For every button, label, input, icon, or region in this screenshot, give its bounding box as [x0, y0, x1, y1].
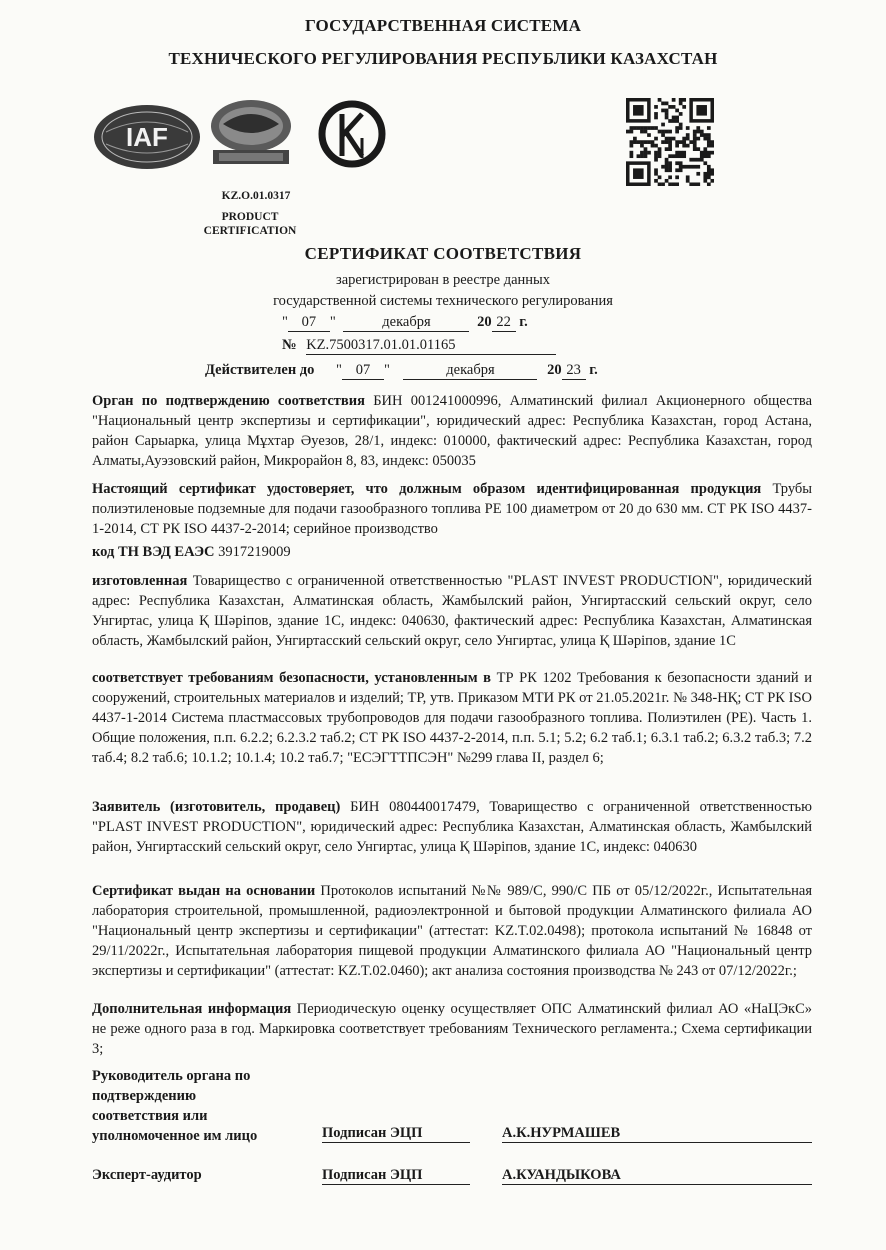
applicant-text: БИН 080440017479, Товарищество с ограниченной ответственностью "PLAST INVEST PRODUCTION", юридический адрес: Республика Казахстан, Алматинская область, Жамбылский район, Унгиртасский сельский округ, село Унгиртас, улица Қ Шәріпов, здание 1С, индекс: 040630 [92, 799, 813, 855]
product-label: Настоящий сертификат удостоверяет, что должным образом идентифицированная продукция [92, 481, 762, 497]
registered-line2: государственной системы технического регулирования [273, 293, 613, 309]
expert-signed: Подписан ЭЦП [322, 1167, 470, 1185]
applicant-paragraph [92, 797, 812, 857]
iaf-logo-text: IAF [126, 122, 168, 152]
valid-until-row: Действителен до " 07 " декабря 20 23 г. [205, 362, 598, 378]
product-text: Трубы полиэтиленовые подземные для подачи газообразного топлива РЕ 100 диаметром от 20 до 630 мм. СТ РК ISO 4437-1-2014, СТ РК ISO 4437-2-2014; серийное производство [92, 481, 813, 537]
head-line1: Руководитель органа по [92, 1068, 251, 1084]
valid-label: Действителен до [205, 362, 315, 378]
registration-date: " 07 " декабря 20 22 г. [282, 314, 528, 330]
conforms-label: соответствует требованиям безопасности, установленным в [92, 670, 492, 686]
additional-text: Периодическую оценку осуществляет ОПС Алматинский филиал АО «НаЦЭкС» не реже одного раза в год. Маркировка соответствует требованиям Технического регламента.; Схема сертификации 3; [92, 1001, 812, 1057]
applicant-label: Заявитель (изготовитель, продавец) [92, 799, 341, 815]
head-line4: уполномоченное им лицо [92, 1128, 258, 1144]
head-name: А.К.НУРМАШЕВ [502, 1125, 812, 1143]
manufacturer-label: изготовленная [92, 573, 188, 589]
accreditation-mark-logo [203, 98, 299, 176]
valid-day: 07 [342, 362, 384, 380]
basis-label: Сертификат выдан на основании [92, 883, 316, 899]
head-signed: Подписан ЭЦП [322, 1125, 470, 1143]
manufacturer-paragraph [92, 571, 812, 651]
reg-day: 07 [288, 314, 330, 332]
basis-text: Протоколов испытаний №№ 989/С, 990/С ПБ от 05/12/2022г., Испытательная лаборатория строительной, промышленной, радиоэлектронной и бытовой продукции Алматинского филиала АО "Национальный центр экспертизы и сертификации" (аттестат: KZ.T.02.0498); протокола испытаний № 16848 от 29/11/2022г., Испытательная лаборатория пищевой продукции Алматинского филиала АО "Национальный центр экспертизы и сертификации" (аттестат: KZ.T.02.0460); акт анализа состояния производства № 243 от 07/12/2022г.; [92, 883, 812, 979]
registered-line1: зарегистрирован в реестре данных [335, 272, 551, 288]
certificate-title: СЕРТИФИКАТ СООТВЕТСТВИЯ [304, 244, 582, 263]
organ-label: Орган по подтверждению соответствия [92, 393, 365, 409]
valid-month: декабря [403, 362, 537, 380]
reg-year: 22 [492, 314, 516, 332]
additional-paragraph [92, 999, 812, 1059]
number-label: № [282, 337, 297, 353]
expert-label: Эксперт-аудитор [92, 1167, 202, 1183]
reg-year-suffix: г. [519, 314, 528, 330]
iaf-logo [92, 102, 202, 172]
certificate-number: KZ.7500317.01.01.01165 [306, 337, 556, 355]
conforms-paragraph [92, 668, 812, 768]
expert-name: А.КУАНДЫКОВА [502, 1167, 812, 1185]
header-line1: ГОСУДАРСТВЕННАЯ СИСТЕМА [304, 16, 582, 35]
head-line2: подтверждению [92, 1088, 197, 1104]
reg-year-prefix: 20 [477, 314, 492, 330]
organ-text: БИН 001241000996, Алматинский филиал Акционерного общества "Национальный центр экспертизы и сертификации", юридический адрес: Республика Казахстан, город Астана, район Сарыарка, улица Мұхтар Әуезов, 28/1, индекс: 010000, фактический адрес: Республика Казахстан, город Алматы,Ауэзовский район, Микрорайон 8, 83, индекс: 050035 [92, 393, 813, 469]
valid-year-prefix: 20 [547, 362, 562, 378]
head-line3: соответствия или [92, 1108, 208, 1124]
conforms-text: ТР РК 1202 Требования к безопасности зданий и сооружений, строительных материалов и изделий; ТР, утв. Приказом МТИ РК от 21.05.2021г. № 348-НҚ; СТ РК ISO 4437-1-2014 Система пластмассовых трубопроводов для подачи газообразного топлива. Полиэтилен (РЕ). Часть 1. Общие положения, п.п. 6.2.2; 6.2.3.2 таб.2; СТ РК ISO 4437-2-2014, п.п. 5.1; 5.2; 6.2 таб.1; 6.3.1 таб.2; 6.3.2 таб.3; 7.2 таб.4; 8.2 таб.6; 10.1.2; 10.1.4; 10.2 таб.7; "ЕСЭГТТПСЭН" №299 глава II, раздел 6; [92, 670, 812, 766]
organ-paragraph [92, 391, 812, 471]
additional-label: Дополнительная информация [92, 1001, 292, 1017]
valid-year-suffix: г. [589, 362, 598, 378]
basis-paragraph [92, 881, 812, 981]
kz-conformity-mark-icon [316, 96, 388, 176]
head-label-block [92, 1066, 257, 1146]
manufacturer-text: Товарищество с ограниченной ответственностью "PLAST INVEST PRODUCTION", юридический адрес: Республика Казахстан, Алматинская область, Жамбылский район, Унгиртасский сельский округ, село Унгиртас, улица Қ Шәріпов, здание 1С, индекс: 040630, фактический адрес: Республика Казахстан, Алматинская область, Жамбылский район, Унгиртасский сельский округ, село Унгиртас, улица Қ Шәріпов, здание 1С [92, 573, 812, 649]
product-paragraph [92, 479, 812, 539]
qr-code-icon [626, 98, 714, 186]
certificate-number-row [282, 337, 556, 355]
valid-year: 23 [562, 362, 586, 380]
code-value: 3917219009 [218, 544, 291, 560]
product-certification-line1: PRODUCT [221, 211, 279, 223]
product-certification-line2: CERTIFICATION [203, 225, 297, 237]
header-line2: ТЕХНИЧЕСКОГО РЕГУЛИРОВАНИЯ РЕСПУБЛИКИ КАЗАХСТАН [168, 49, 718, 68]
code-paragraph [92, 542, 812, 562]
accreditation-code: KZ.O.01.0317 [221, 190, 291, 202]
reg-month: декабря [343, 314, 469, 332]
code-label: код ТН ВЭД ЕАЭС [92, 544, 215, 560]
